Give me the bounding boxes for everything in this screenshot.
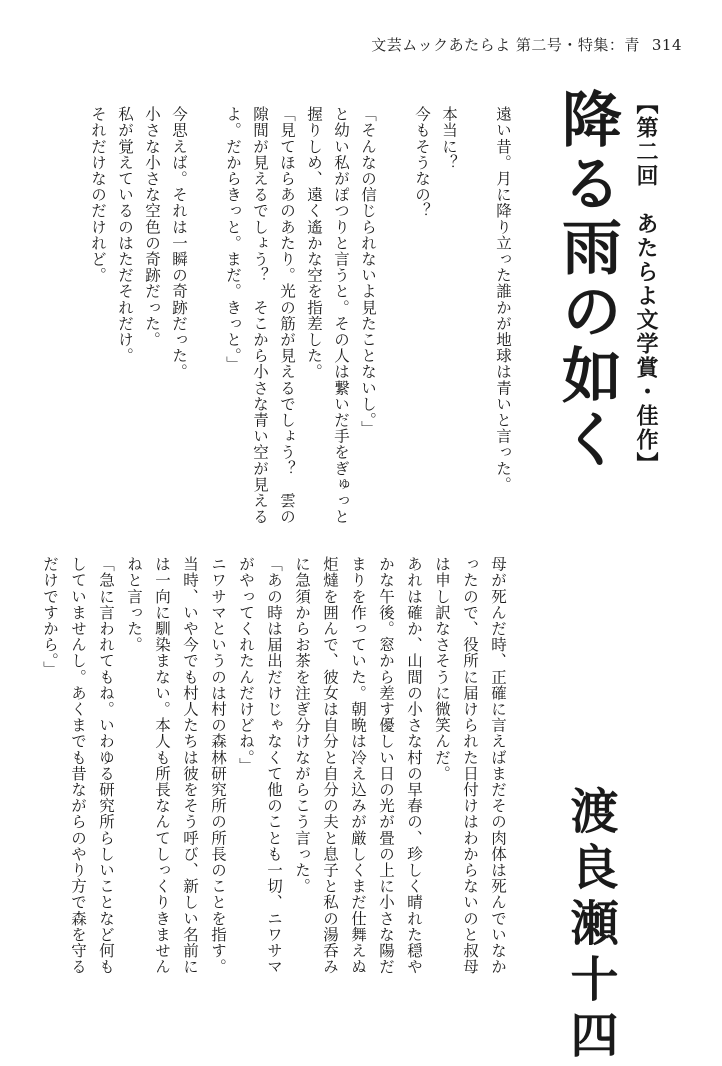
paragraph: 今もそうなの？ [413, 106, 431, 219]
story-title: 降る雨の如く [552, 88, 622, 472]
paragraph: 「見てほらあのあたり。光の筋が見えるでしょう？ 雲の隙間が見えるでしょう？ そこから小さな青い空が見えるよ。だからきっと。まだ。きっと。」 [224, 106, 296, 525]
lower-body-text [41, 556, 512, 986]
paragraph: 本当に？ [440, 106, 458, 171]
paragraph: 小さな小さな空色の奇跡だった。 [143, 106, 161, 348]
paragraph: 「そんなの信じられないよ見たことないし。」 [359, 106, 377, 437]
upper-body-text [89, 106, 516, 536]
award-label: 【第二回 あたらよ文学賞・佳作】 [633, 92, 658, 476]
running-header [371, 34, 682, 55]
running-title: 文芸ムックあたらよ 第二号・特集：青 [371, 36, 640, 54]
author-name: 渡良瀬十四 [562, 786, 618, 1066]
paragraph: 母が死んだ時、正確に言えばまだその肉体は死んでいなかったので、役所に届けられた日付けはわからないのと叔母は申し訳なさそうに微笑んだ。 [433, 556, 507, 975]
paragraph-blank [462, 106, 489, 536]
paragraph: 私が覚えているのはただそれだけ。 [116, 106, 134, 364]
page-number: 314 [651, 36, 682, 54]
paragraph: あれは確か、山間の小さな村の早春の、珍しく晴れた穏やかな午後。窓から差す優しい日の光が畳の上に小さな陽だまりを作っていた。朝晩は冷え込みが厳しくまだ仕舞えぬ炬燵を囲んで、彼女は自分と自分の夫と息子と私の湯呑みに急須からお茶を注ぎ分けながらこう言った。 [293, 556, 423, 975]
paragraph-blank [192, 106, 219, 536]
paragraph: 「急に言われてもね。いわゆる研究所らしいことなど何もしていませんし。あくまでも昔ながらのやり方で森を守るだけですから。」 [41, 556, 115, 975]
paragraph: 今思えば。それは一瞬の奇跡だった。 [170, 106, 188, 380]
paragraph: 遠い昔。月に降り立った誰かが地球は青いと言った。 [494, 106, 512, 493]
paragraph: 「あの時は届出だけじゃなくて他のことも一切、ニワサマがやってくれたんだけどね。」 [237, 556, 283, 975]
paragraph: それだけなのだけれど。 [89, 106, 107, 284]
paragraph-blank [381, 106, 408, 536]
paragraph: と幼い私がぽつりと言うと。その人は繋いだ手をぎゅっと握りしめ、遠く遙かな空を指差した。 [305, 106, 350, 525]
paragraph: ニワサマというのは村の森林研究所の所長のことを指す。当時、いや今でも村人たちは彼をそう呼び、新しい名前には一向に馴染まない。本人も所長なんてしっくりきませんねと言った。 [125, 556, 227, 975]
